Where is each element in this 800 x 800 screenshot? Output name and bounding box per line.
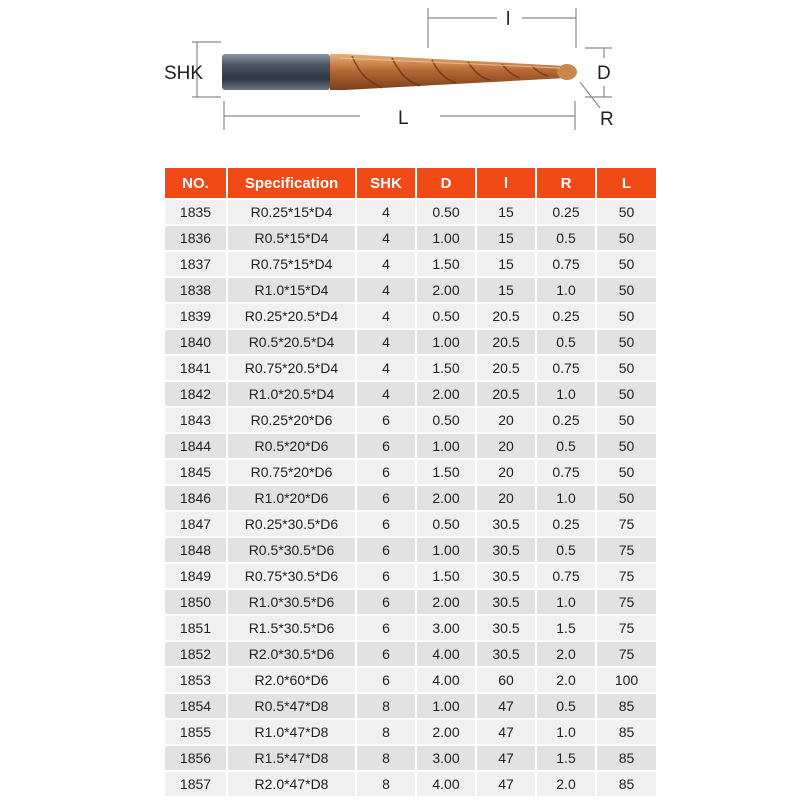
cell-l-flute: 30.5	[475, 614, 535, 640]
table-row	[165, 536, 656, 562]
cell-l-total: 50	[595, 276, 656, 302]
end-mill-tool	[222, 54, 577, 90]
cell-l-flute: 15	[475, 250, 535, 276]
cell-d: 1.00	[415, 432, 475, 458]
cell-l-total: 50	[595, 250, 656, 276]
cell-specification: R1.0*15*D4	[226, 276, 355, 302]
cell-d: 1.50	[415, 458, 475, 484]
cell-shk: 6	[355, 458, 415, 484]
cell-no: 1846	[165, 484, 226, 510]
cell-specification: R2.0*60*D6	[226, 666, 355, 692]
cell-shk: 8	[355, 692, 415, 718]
cell-specification: R0.5*20.5*D4	[226, 328, 355, 354]
cell-specification: R0.75*20.5*D4	[226, 354, 355, 380]
cell-l-total: 100	[595, 666, 656, 692]
cell-d: 2.00	[415, 380, 475, 406]
cell-specification: R0.75*20*D6	[226, 458, 355, 484]
table-row	[165, 328, 656, 354]
cell-l-total: 50	[595, 380, 656, 406]
spec-table	[165, 168, 656, 796]
cell-l-total: 75	[595, 562, 656, 588]
table-row	[165, 640, 656, 666]
cell-d: 2.00	[415, 718, 475, 744]
cell-l-total: 75	[595, 536, 656, 562]
cell-d: 1.00	[415, 224, 475, 250]
cell-l-flute: 47	[475, 744, 535, 770]
cell-no: 1839	[165, 302, 226, 328]
cell-d: 4.00	[415, 770, 475, 796]
cell-l-total: 50	[595, 458, 656, 484]
cell-shk: 4	[355, 302, 415, 328]
cell-l-total: 50	[595, 302, 656, 328]
cell-shk: 6	[355, 406, 415, 432]
table-row	[165, 458, 656, 484]
cell-l-total: 50	[595, 328, 656, 354]
cell-no: 1845	[165, 458, 226, 484]
cell-l-total: 50	[595, 484, 656, 510]
label-total-length: L	[398, 108, 409, 129]
cell-l-total: 50	[595, 198, 656, 224]
cell-l-flute: 47	[475, 718, 535, 744]
cell-d: 1.00	[415, 536, 475, 562]
cell-no: 1855	[165, 718, 226, 744]
table-row	[165, 562, 656, 588]
cell-r: 1.0	[535, 276, 595, 302]
cell-r: 1.5	[535, 614, 595, 640]
cell-shk: 6	[355, 614, 415, 640]
cell-l-total: 50	[595, 406, 656, 432]
cell-d: 0.50	[415, 406, 475, 432]
cell-l-total: 50	[595, 224, 656, 250]
cell-l-flute: 20	[475, 406, 535, 432]
cell-specification: R1.0*47*D8	[226, 718, 355, 744]
cell-l-flute: 20.5	[475, 380, 535, 406]
cell-no: 1850	[165, 588, 226, 614]
table-row	[165, 380, 656, 406]
cell-r: 0.75	[535, 458, 595, 484]
cell-r: 0.75	[535, 562, 595, 588]
cell-shk: 4	[355, 198, 415, 224]
cell-r: 2.0	[535, 640, 595, 666]
cell-shk: 6	[355, 640, 415, 666]
cell-r: 0.75	[535, 354, 595, 380]
cell-r: 0.5	[535, 328, 595, 354]
cell-d: 2.00	[415, 276, 475, 302]
cell-l-total: 75	[595, 640, 656, 666]
cell-no: 1851	[165, 614, 226, 640]
cell-no: 1849	[165, 562, 226, 588]
cell-l-flute: 30.5	[475, 536, 535, 562]
cell-specification: R0.5*47*D8	[226, 692, 355, 718]
cell-no: 1837	[165, 250, 226, 276]
cell-shk: 4	[355, 354, 415, 380]
end-mill-diagram	[0, 0, 800, 150]
cell-r: 1.0	[535, 380, 595, 406]
table-row	[165, 406, 656, 432]
cell-l-total: 85	[595, 770, 656, 796]
header-l-flute: l	[475, 168, 535, 198]
cell-r: 0.25	[535, 198, 595, 224]
table-row	[165, 510, 656, 536]
cell-shk: 6	[355, 562, 415, 588]
cell-l-flute: 47	[475, 692, 535, 718]
cell-l-total: 85	[595, 718, 656, 744]
cell-l-flute: 20	[475, 432, 535, 458]
cell-specification: R1.5*47*D8	[226, 744, 355, 770]
table-row	[165, 224, 656, 250]
cell-shk: 4	[355, 276, 415, 302]
table-row	[165, 484, 656, 510]
cell-no: 1841	[165, 354, 226, 380]
cell-l-total: 50	[595, 432, 656, 458]
label-radius: R	[600, 109, 614, 130]
table-row	[165, 614, 656, 640]
cell-shk: 6	[355, 666, 415, 692]
table-body	[165, 198, 656, 796]
cell-specification: R1.0*20.5*D4	[226, 380, 355, 406]
cell-specification: R1.0*20*D6	[226, 484, 355, 510]
cell-specification: R0.5*15*D4	[226, 224, 355, 250]
cell-l-total: 85	[595, 744, 656, 770]
cell-no: 1836	[165, 224, 226, 250]
cell-specification: R1.5*30.5*D6	[226, 614, 355, 640]
cell-shk: 8	[355, 718, 415, 744]
cell-r: 1.5	[535, 744, 595, 770]
header-no: NO.	[165, 168, 226, 198]
cell-r: 0.75	[535, 250, 595, 276]
cell-l-total: 85	[595, 692, 656, 718]
cell-specification: R2.0*30.5*D6	[226, 640, 355, 666]
cell-specification: R0.25*15*D4	[226, 198, 355, 224]
cell-l-flute: 20.5	[475, 354, 535, 380]
cell-no: 1847	[165, 510, 226, 536]
cell-r: 0.5	[535, 692, 595, 718]
cell-l-total: 75	[595, 510, 656, 536]
header-specification: Specification	[226, 168, 355, 198]
label-flute-length: l	[506, 9, 511, 30]
cell-no: 1843	[165, 406, 226, 432]
cell-d: 1.00	[415, 328, 475, 354]
cell-d: 1.50	[415, 250, 475, 276]
label-diameter: D	[597, 63, 611, 84]
cell-no: 1853	[165, 666, 226, 692]
cell-r: 1.0	[535, 588, 595, 614]
cell-l-flute: 47	[475, 770, 535, 796]
cell-shk: 6	[355, 510, 415, 536]
table-row	[165, 302, 656, 328]
cell-shk: 8	[355, 770, 415, 796]
cell-no: 1856	[165, 744, 226, 770]
cell-l-flute: 20	[475, 458, 535, 484]
cell-l-flute: 20.5	[475, 302, 535, 328]
cell-d: 0.50	[415, 302, 475, 328]
table-row	[165, 432, 656, 458]
cell-d: 1.50	[415, 354, 475, 380]
table-row	[165, 588, 656, 614]
table-row	[165, 770, 656, 796]
cell-d: 4.00	[415, 666, 475, 692]
cell-shk: 6	[355, 432, 415, 458]
cell-l-flute: 30.5	[475, 640, 535, 666]
header-l-total: L	[595, 168, 656, 198]
cell-l-flute: 30.5	[475, 562, 535, 588]
cell-d: 2.00	[415, 484, 475, 510]
cell-r: 0.25	[535, 510, 595, 536]
cell-shk: 6	[355, 588, 415, 614]
cell-l-total: 75	[595, 614, 656, 640]
cell-l-flute: 15	[475, 276, 535, 302]
cell-specification: R0.5*20*D6	[226, 432, 355, 458]
cell-l-flute: 15	[475, 224, 535, 250]
cell-d: 0.50	[415, 510, 475, 536]
cell-r: 1.0	[535, 718, 595, 744]
cell-shk: 6	[355, 536, 415, 562]
table-row	[165, 744, 656, 770]
cell-specification: R1.0*30.5*D6	[226, 588, 355, 614]
cell-no: 1848	[165, 536, 226, 562]
header-d: D	[415, 168, 475, 198]
cell-no: 1857	[165, 770, 226, 796]
cell-d: 3.00	[415, 744, 475, 770]
cell-d: 4.00	[415, 640, 475, 666]
table-row	[165, 250, 656, 276]
cell-no: 1840	[165, 328, 226, 354]
header-r: R	[535, 168, 595, 198]
cell-specification: R0.75*15*D4	[226, 250, 355, 276]
cell-no: 1854	[165, 692, 226, 718]
cell-specification: R0.25*20.5*D4	[226, 302, 355, 328]
cell-l-total: 50	[595, 354, 656, 380]
cell-r: 0.5	[535, 432, 595, 458]
table-row	[165, 692, 656, 718]
cell-specification: R0.25*20*D6	[226, 406, 355, 432]
cell-d: 1.00	[415, 692, 475, 718]
cell-shk: 4	[355, 224, 415, 250]
cell-l-flute: 20	[475, 484, 535, 510]
cell-r: 0.25	[535, 406, 595, 432]
cell-l-flute: 60	[475, 666, 535, 692]
cell-r: 0.5	[535, 536, 595, 562]
cell-shk: 8	[355, 744, 415, 770]
cell-shk: 4	[355, 250, 415, 276]
table-row	[165, 718, 656, 744]
cell-specification: R0.5*30.5*D6	[226, 536, 355, 562]
cell-d: 1.50	[415, 562, 475, 588]
cell-l-total: 75	[595, 588, 656, 614]
cell-no: 1852	[165, 640, 226, 666]
cell-no: 1844	[165, 432, 226, 458]
cell-r: 0.5	[535, 224, 595, 250]
cell-specification: R2.0*47*D8	[226, 770, 355, 796]
cell-l-flute: 20.5	[475, 328, 535, 354]
cell-r: 1.0	[535, 484, 595, 510]
cell-shk: 4	[355, 380, 415, 406]
cell-no: 1842	[165, 380, 226, 406]
cell-d: 0.50	[415, 198, 475, 224]
table-header-row	[165, 168, 656, 198]
table-row	[165, 276, 656, 302]
table-row	[165, 354, 656, 380]
cell-d: 3.00	[415, 614, 475, 640]
cell-d: 2.00	[415, 588, 475, 614]
cell-l-flute: 30.5	[475, 510, 535, 536]
cell-r: 2.0	[535, 770, 595, 796]
cell-shk: 6	[355, 484, 415, 510]
cell-r: 0.25	[535, 302, 595, 328]
cell-l-flute: 15	[475, 198, 535, 224]
table-row	[165, 666, 656, 692]
cell-l-flute: 30.5	[475, 588, 535, 614]
cell-shk: 4	[355, 328, 415, 354]
cell-no: 1838	[165, 276, 226, 302]
cell-specification: R0.25*30.5*D6	[226, 510, 355, 536]
label-shank: SHK	[164, 63, 204, 84]
header-shk: SHK	[355, 168, 415, 198]
table-row	[165, 198, 656, 224]
cell-r: 2.0	[535, 666, 595, 692]
cell-no: 1835	[165, 198, 226, 224]
cell-specification: R0.75*30.5*D6	[226, 562, 355, 588]
